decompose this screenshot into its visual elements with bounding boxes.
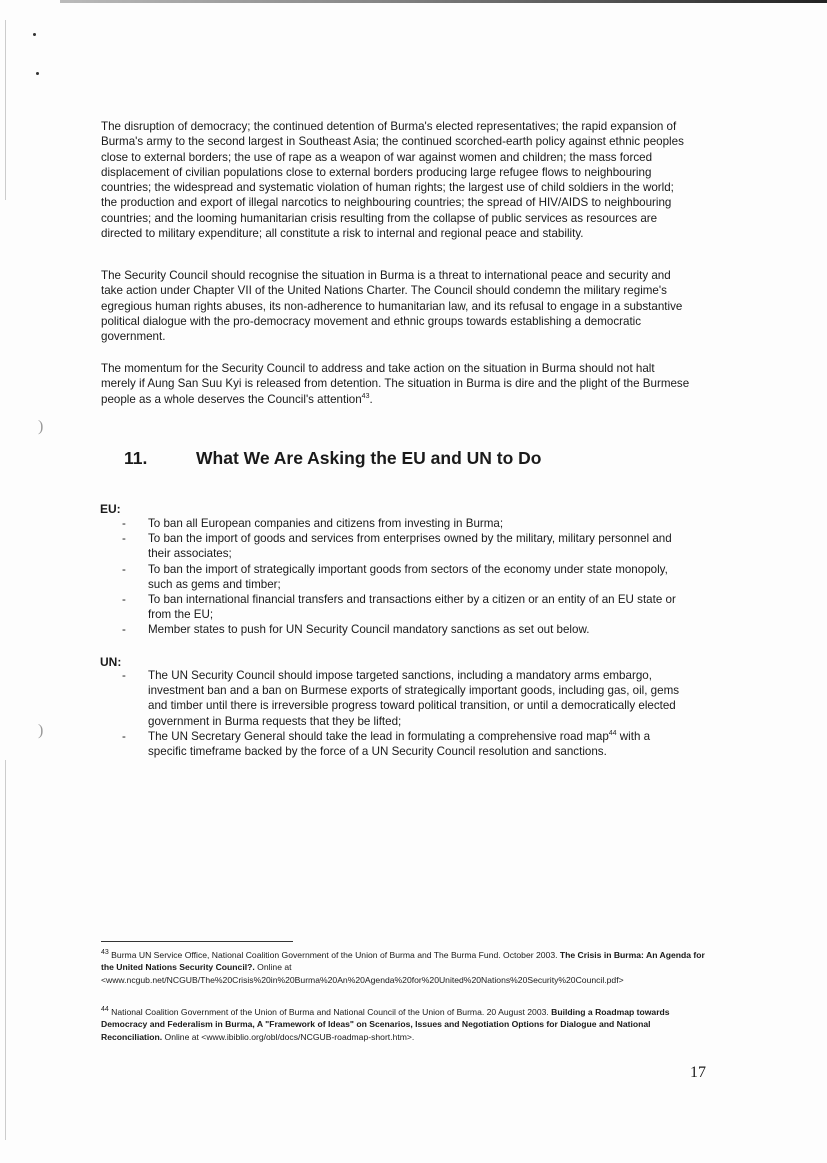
margin-dot — [36, 72, 39, 75]
list-item: - The UN Secretary General should take the lead in formulating a comprehensive road map$^{44}$ with a specific timeframe backed by the force of a UN Security Council resolution and sanctions. — [122, 729, 651, 759]
footnote-ref-44[interactable]: 44 — [608, 729, 617, 737]
scan-edge-line — [5, 760, 6, 1140]
list-item: - To ban all European companies and citizens from investing in Burma; — [122, 517, 504, 530]
list-item: - To ban the import of goods and services from enterprises owned by the military, military personnel and their associates; — [122, 532, 672, 561]
margin-dot — [33, 33, 36, 36]
list-item: - Member states to push for UN Security Council mandatory sanctions as set out below. — [122, 623, 590, 637]
paragraph-security-council: The Security Council should recognise the situation in Burma is a threat to international peace and security and take action under Chapter VII of the United Nations Charter. The Council should condemn the military regime's egregious human rights abuses, its non-adherence to humanitarian law, and its refusal to engage in a substantive political dialogue with the pro-democracy movement and ethnic groups towards establishing a democratic government. — [101, 269, 683, 344]
page-number: 17 — [690, 1064, 706, 1081]
section-number: 11. — [124, 448, 148, 468]
margin-scan-mark: ) — [38, 722, 44, 739]
footnote-separator — [101, 941, 293, 942]
footnote-43: $^{43}$ Burma UN Service Office, National Coalition Government of the Union of Burma and The Burma Fund. October 2003. The Crisis in Burma: An Agenda for the United Nations Security Council?. Online at <www.ncgub.net/NCGUB/The%20Crisis%20in%20Burma%20An%20Agenda%20for%20United%20Nations%20Security%20Council.pdf> — [101, 949, 705, 985]
list-item: - To ban international financial transfers and transactions either by a citizen or an entity of an EU state or from the EU; — [122, 593, 676, 622]
paragraph-momentum: The momentum for the Security Council to address and take action on the situation in Burma should not halt merely if Aung San Suu Kyi is released from detention. The situation in Burma is dire and the plight of the Burmese people as a whole deserves the Council's attention$^{43}$. — [101, 362, 690, 406]
un-list — [122, 668, 682, 759]
paragraph-risks: The disruption of democracy; the continued detention of Burma's elected representatives; the rapid expansion of Burma's army to the second largest in Southeast Asia; the continued scorched-earth policy against ethnic peoples close to external borders; the use of rape as a weapon of war against women and children; the mass forced displacement of civilian populations close to external borders producing large refugee flows to neighbouring countries; the widespread and systematic violation of human rights; the largest use of child soldiers in the world; the production and export of illegal narcotics to neighbouring countries; the spread of HIV/AIDS to neighbouring countries; and the looming humanitarian crisis resulting from the collapse of public services as resources are directed to military expenditure; all constitute a risk to internal and regional peace and stability. — [101, 120, 684, 241]
list-item: - The UN Security Council should impose targeted sanctions, including a mandatory arms embargo, investment ban and a ban on Burmese exports of strategically important goods, including gas, oil, gems and timber until there is irreversible progress toward political transition, or until a democratically elected government in Burma requests that they be lifted; — [122, 669, 680, 728]
footnote-ref-43[interactable]: 43 — [361, 392, 370, 400]
list-item: - To ban the import of strategically important goods from sectors of the economy under state monopoly, such as gems and timber; — [122, 562, 668, 591]
un-label: UN: — [100, 655, 122, 669]
footnote-44: $^{44}$ National Coalition Government of the Union of Burma and National Council of the Union of Burma. 20 August 2003. Building a Roadmap towards Democracy and Federalism in Burma, A "Framework of Ideas" on Scenarios, Issues and Negotiation Options for Dialogue and National Reconciliation. Online at <www.ibiblio.org/obl/docs/NCGUB-roadmap-short.htm>. — [101, 1006, 670, 1042]
eu-label: EU: — [100, 502, 121, 516]
top-border-rule — [60, 0, 827, 3]
section-title: What We Are Asking the EU and UN to Do — [196, 448, 542, 468]
scan-edge-line — [5, 20, 6, 200]
section-heading — [124, 448, 541, 469]
margin-scan-mark: ) — [38, 418, 44, 435]
eu-list — [122, 516, 682, 638]
